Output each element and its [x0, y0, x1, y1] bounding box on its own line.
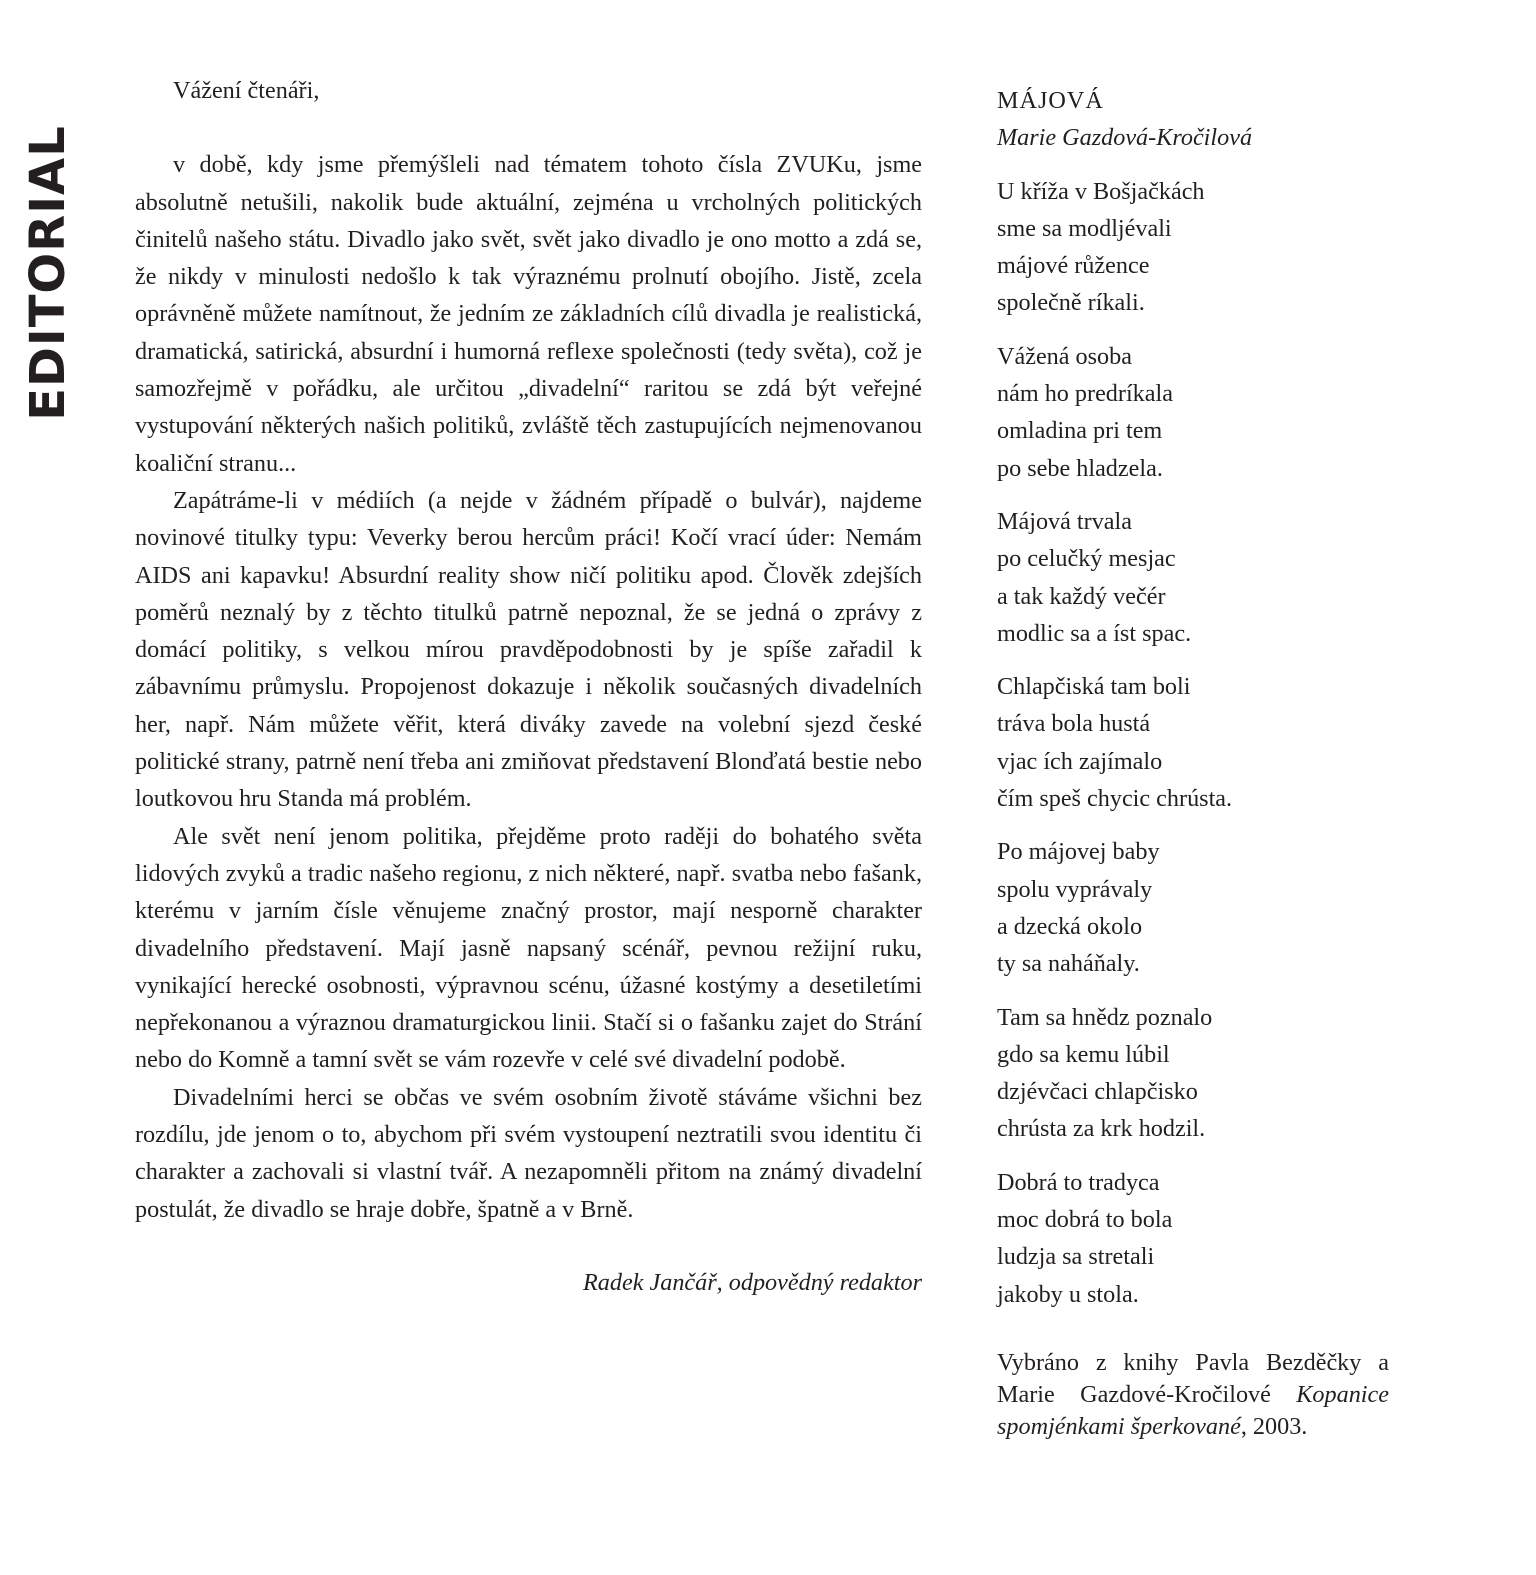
poem-line: U kříža v Bošjačkách [997, 177, 1205, 205]
poem-column [997, 82, 1397, 1443]
poem-stanza-5 [997, 833, 1397, 982]
poem-line: májové růžence [997, 252, 1150, 280]
poem-line: dzjévčaci chlapčisko [997, 1078, 1198, 1106]
poem-line: Vážená osoba [997, 342, 1132, 370]
poem-stanza-2 [997, 338, 1397, 487]
poem-stanza-7 [997, 1164, 1397, 1313]
poem-line: moc dobrá to bola [997, 1206, 1173, 1234]
poem-line: Dobrá to tradyca [997, 1168, 1160, 1196]
poem-line: vjac ích zajímalo [997, 747, 1163, 775]
poem-line: po sebe hladzela. [997, 454, 1163, 482]
poem-author: Marie Gazdová-Kročilová [997, 124, 1253, 152]
editorial-paragraph-2: Zapátráme-li v médiích (a nejde v žádném případě o bulvár), najdeme novinové titulky typu: Veverky berou hercům práci! Kočí vrací úder: Nemám AIDS ani kapavku! Absurdní reality show ničí politiku apod. Člověk zdejších poměrů neznalý by z těchto titulků patrně nepoznal, že se jedná o zprávy z domácí politiky, s velkou mírou pravděpodobnosti by je spíše zařadil k zábavnímu průmyslu. Propojenost dokazuje i několik současných divadelních her, např. Nám můžete věřit, která diváky zavede na volební sjezd české politické strany, patrně není třeba ani zmiňovat představení Blonďatá bestie nebo loutkovou hru Standa má problém. [135, 486, 922, 813]
signature: Radek Jančář, odpovědný redaktor [583, 1268, 922, 1296]
editorial-column [135, 72, 922, 1301]
editorial-paragraph-3: Ale svět není jenom politika, přejděme proto raději do bohatého světa lidových zvyků a tradic našeho regionu, z nich některé, např. svatba nebo fašank, kterému v jarním čísle věnujeme značný prostor, mají nesporně charakter divadelního představení. Mají jasně napsaný scénář, pevnou režijní ruku, vynikající herecké osobnosti, výpravnou scénu, úžasné kostýmy a desetiletími nepřekonanou a výraznou dramaturgickou linii. Stačí si o fašanku zajet do Strání nebo do Komně a tamní svět se vám rozevře v celé své divadelní podobě. [135, 822, 922, 1074]
poem-line: ty sa naháňaly. [997, 950, 1140, 978]
source-prefix: Vybráno z knihy Pavla Bezděčky a Marie Gazdové-Kročilové [997, 1348, 1389, 1408]
section-label [20, 125, 76, 421]
poem-line: omladina pri tem [997, 417, 1163, 445]
poem-line: Tam sa hnědz poznalo [997, 1003, 1213, 1031]
poem-line: sme sa modljévali [997, 214, 1172, 242]
poem-title: MÁJOVÁ [997, 87, 1104, 114]
poem-line: jakoby u stola. [997, 1280, 1139, 1308]
poem-line: po celučký mesjac [997, 545, 1176, 573]
section-label-text: EDITORIAL [20, 125, 76, 421]
poem-line: ludzja sa stretali [997, 1243, 1155, 1271]
poem-line: modlic sa a íst spac. [997, 619, 1192, 647]
poem-line: Chlapčiská tam boli [997, 673, 1191, 701]
source-book-title: Kopanice spomjénkami šperkované [997, 1380, 1389, 1440]
poem-line: chrústa za krk hodzil. [997, 1115, 1206, 1143]
poem-stanza-3 [997, 503, 1397, 652]
poem-line: gdo sa kemu lúbil [997, 1040, 1170, 1068]
source-year: , 2003. [1240, 1412, 1308, 1440]
poem-line: a dzecká okolo [997, 912, 1143, 940]
salutation: Vážení čtenáři, [173, 77, 320, 104]
poem-line: spolu vyprávaly [997, 875, 1153, 903]
poem-stanza-4 [997, 668, 1397, 817]
poem-stanza-6 [997, 999, 1397, 1148]
poem-source [997, 1347, 1389, 1443]
editorial-paragraph-4: Divadelními herci se občas ve svém osobním životě stáváme všichni bez rozdílu, jde jenom o to, abychom při svém vystoupení neztratili svou identitu či charakter a zachovali si vlastní tvář. A nezapomněli přitom na známý divadelní postulát, že divadlo se hraje dobře, špatně a v Brně. [135, 1083, 922, 1223]
editorial-paragraph-1: v době, kdy jsme přemýšleli nad tématem tohoto čísla ZVUKu, jsme absolutně netušili, nakolik bude aktuální, zejména u vrcholných politických činitelů našeho státu. Divadlo jako svět, svět jako divadlo je ono motto a zdá se, že nikdy v minulosti nedošlo k tak výraznému prolnutí obojího. Jistě, zcela oprávněně můžete namítnout, že jedním ze základních cílů divadla je realistická, dramatická, satirická, absurdní i humorná reflexe společnosti (tedy světa), což je samozřejmě v pořádku, ale určitou „divadelní“ raritou se zdá být veřejné vystupování některých našich politiků, zvláště těch zastupujících nejmenovanou koaliční stranu... [135, 151, 922, 477]
poem-line: nám ho predríkala [997, 380, 1173, 408]
poem-line: společně ríkali. [997, 289, 1145, 317]
poem-line: čím speš chycic chrústa. [997, 785, 1233, 813]
poem-line: a tak každý večér [997, 582, 1166, 610]
poem-line: tráva bola hustá [997, 710, 1151, 738]
poem-stanza-1 [997, 173, 1397, 322]
poem-line: Po májovej baby [997, 838, 1160, 866]
poem-line: Májová trvala [997, 507, 1132, 535]
